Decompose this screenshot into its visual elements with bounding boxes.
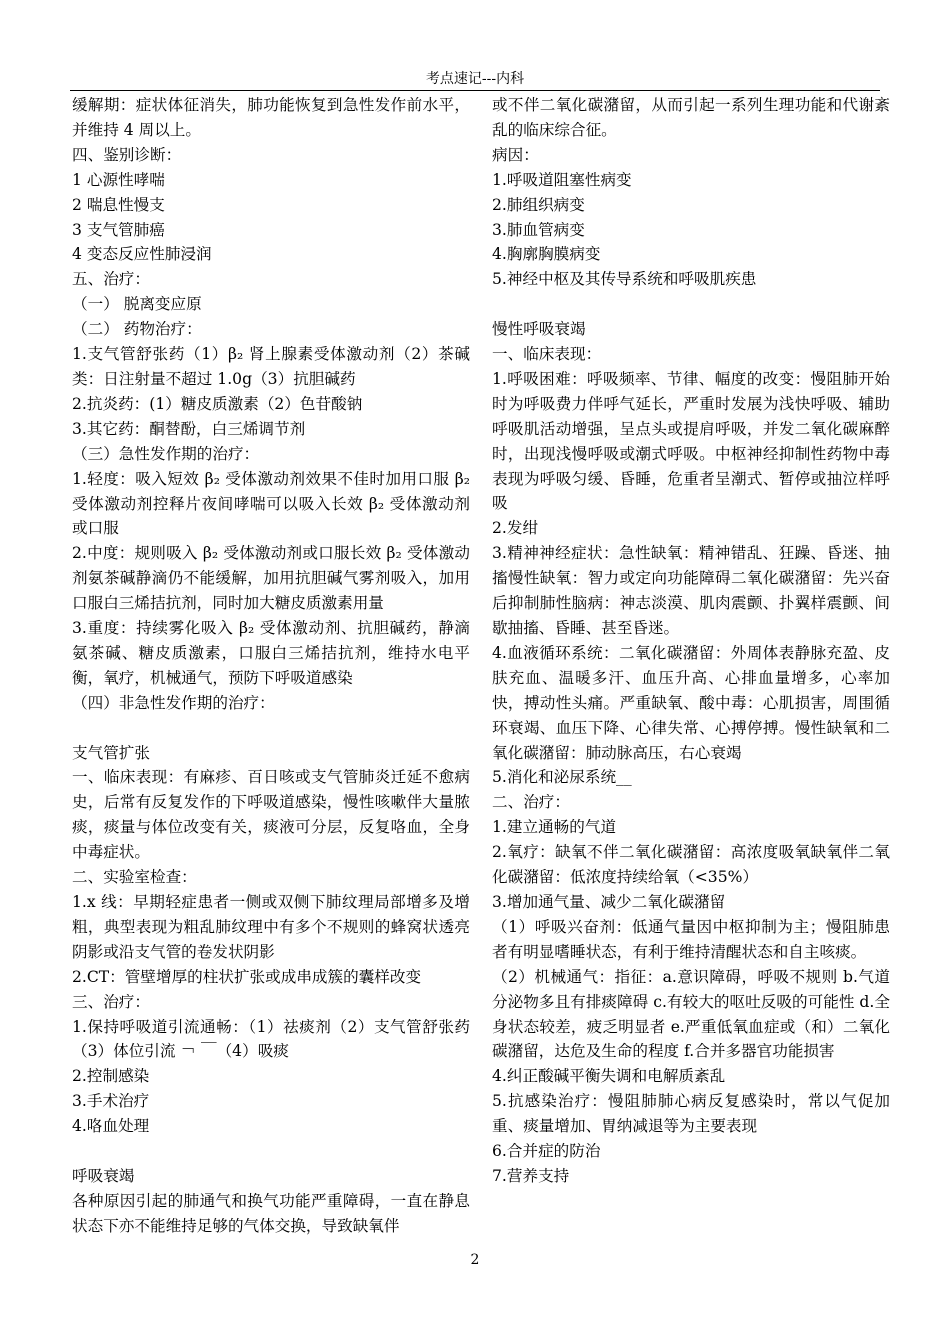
text-paragraph: （三）急性发作期的治疗： (72, 444, 260, 463)
text-paragraph: 三、治疗： (72, 992, 150, 1011)
text-paragraph: 3.重度：持续雾化吸入 β₂ 受体激动剂、抗胆碱药，静滴氨茶碱、糖皮质激素，口服白三烯拮抗剂，维持水电平衡，氧疗，机械通气，预防下呼吸道感染 (72, 619, 470, 687)
left-column (72, 93, 470, 1239)
text-paragraph: 一、临床表现： (492, 345, 602, 364)
text-paragraph: 3 支气管肺癌 (72, 220, 165, 239)
text-paragraph: 2.控制感染 (72, 1067, 150, 1086)
page-header: 考点速记---内科 (425, 71, 525, 87)
text-paragraph: 3.其它药：酮替酚，白三烯调节剂 (72, 419, 306, 438)
blank-line (72, 1139, 470, 1164)
text-paragraph: 1 心源性哮喘 (72, 170, 165, 189)
text-paragraph: 1.支气管舒张药（1）β₂ 肾上腺素受体激动剂（2）茶碱类：日注射量不超过 1.0g（3）抗胆碱药 (72, 345, 470, 388)
text-paragraph: 4.纠正酸碱平衡失调和电解质紊乱 (492, 1067, 726, 1086)
text-paragraph: （1）呼吸兴奋剂：低通气量因中枢抑制为主；慢阻肺患者有明显嗜睡状态，有利于维持清醒状态和自主咳痰。 (492, 917, 890, 961)
text-paragraph: 各种原因引起的肺通气和换气功能严重障碍，一直在静息状态下亦不能维持足够的气体交换，导致缺氧伴 (72, 1191, 470, 1235)
text-paragraph: 或不伴二氧化碳潴留，从而引起一系列生理功能和代谢紊乱的临床综合征。 (492, 96, 890, 139)
text-paragraph: 5.消化和泌尿系统__ (492, 768, 632, 787)
text-paragraph: 5.神经中枢及其传导系统和呼吸肌疾患 (492, 270, 757, 289)
text-paragraph: 二、治疗： (492, 793, 570, 812)
text-paragraph: 一、临床表现：有麻疹、百日咳或支气管肺炎迁延不愈病史，后常有反复发作的下呼吸道感染，慢性咳嗽伴大量脓痰，痰量与体位改变有关，痰液可分层，反复咯血，全身中毒症状。 (72, 768, 470, 862)
text-paragraph: 慢性呼吸衰竭 (492, 320, 586, 339)
right-column (492, 93, 890, 1189)
text-paragraph: 病因： (492, 145, 539, 164)
text-paragraph: 五、治疗： (72, 270, 150, 289)
text-paragraph: （二） 药物治疗： (72, 320, 202, 339)
blank-line (72, 716, 470, 741)
text-paragraph: 2.发绀 (492, 519, 539, 538)
text-paragraph: 7.营养支持 (492, 1166, 570, 1185)
text-paragraph: 1.轻度：吸入短效 β₂ 受体激动剂效果不佳时加用口服 β₂ 受体激动剂控释片夜间哮喘可以吸入长效 β₂ 受体激动剂或口服 (72, 469, 470, 538)
header-rule (70, 90, 880, 91)
text-paragraph: 呼吸衰竭 (72, 1166, 135, 1185)
text-paragraph: （一） 脱离变应原 (72, 295, 202, 314)
text-paragraph: 5.抗感染治疗：慢阻肺肺心病反复感染时，常以气促加重、痰量增加、胃纳减退等为主要表现 (492, 1092, 890, 1136)
page-number: 2 (470, 1252, 480, 1268)
text-paragraph: 4.胸廓胸膜病变 (492, 245, 601, 264)
text-paragraph: 2.抗炎药：(1）糖皮质激素（2）色苷酸钠 (72, 394, 363, 413)
text-paragraph: 2.CT：管壁增厚的柱状扩张或成串成簇的囊样改变 (72, 967, 422, 986)
text-paragraph: 3.增加通气量、减少二氧化碳潴留 (492, 892, 726, 911)
text-paragraph: 1.x 线：早期轻症患者一侧或双侧下肺纹理局部增多及增粗，典型表现为粗乱肺纹理中有多个不规则的蜂窝状透亮阴影或沿支气管的卷发状阴影 (72, 892, 470, 961)
text-paragraph: 1.保持呼吸道引流通畅：（1）祛痰剂（2）支气管舒张药（3）体位引流 ￢ ￣（4）吸痰 (72, 1017, 470, 1061)
text-paragraph: 2 喘息性慢支 (72, 195, 165, 214)
text-paragraph: 2.中度：规则吸入 β₂ 受体激动剂或口服长效 β₂ 受体激动剂氨茶碱静滴仍不能缓解，加用抗胆碱气雾剂吸入，加用口服白三烯拮抗剂，同时加大糖皮质激素用量 (72, 544, 470, 613)
text-paragraph: 2.氧疗：缺氧不伴二氧化碳潴留：高浓度吸氧缺氧伴二氧化碳潴留：低浓度持续给氧（<35%） (492, 843, 890, 887)
text-paragraph: （2）机械通气：指征：a.意识障碍，呼吸不规则 b.气道分泌物多且有排痰障碍 c.有较大的呕吐反吸的可能性 d.全身状态较差，疲乏明显者 e.严重低氧血症或（和）二氧化碳潴留，达危及生命的程度 f.合并多器官功能损害 (492, 967, 890, 1061)
text-paragraph: 1.呼吸困难：呼吸频率、节律、幅度的改变：慢阻肺开始时为呼吸费力伴呼气延长，严重时发展为浅快呼吸、辅助呼吸肌活动增强，呈点头或提肩呼吸，并发二氧化碳麻醉时，出现浅慢呼吸或潮式呼吸。中枢神经抑制性药物中毒表现为呼吸匀缓、昏睡，危重者呈潮式、暂停或抽泣样呼吸 (492, 369, 890, 513)
text-paragraph: 4 变态反应性肺浸润 (72, 245, 212, 264)
text-paragraph: 3.精神神经症状：急性缺氧：精神错乱、狂躁、昏迷、抽搐慢性缺氧：智力或定向功能障碍二氧化碳潴留：先兴奋后抑制肺性脑病：神志淡漠、肌肉震颤、扑翼样震颤、间歇抽搐、昏睡、甚至昏迷。 (492, 544, 890, 638)
text-paragraph: 3.手术治疗 (72, 1092, 150, 1111)
text-paragraph: 1.建立通畅的气道 (492, 818, 617, 837)
text-paragraph: （四）非急性发作期的治疗： (72, 693, 275, 712)
text-paragraph: 四、鉴别诊断： (72, 145, 182, 164)
text-paragraph: 4.咯血处理 (72, 1117, 150, 1136)
text-paragraph: 缓解期：症状体征消失，肺功能恢复到急性发作前水平，并维持 4 周以上。 (72, 96, 470, 139)
text-paragraph: 2.肺组织病变 (492, 195, 585, 214)
text-paragraph: 3.肺血管病变 (492, 220, 585, 239)
blank-line (492, 292, 890, 317)
text-paragraph: 4.血液循环系统：二氧化碳潴留：外周体表静脉充盈、皮肤充血、温暖多汗、血压升高、心排血量增多，心率加快，搏动性头痛。严重缺氧、酸中毒：心肌损害，周围循环衰竭、血压下降、心律失常、心搏停搏。慢性缺氧和二氧化碳潴留：肺动脉高压，右心衰竭 (492, 643, 890, 762)
text-paragraph: 6.合并症的防治 (492, 1142, 601, 1161)
text-paragraph: 1.呼吸道阻塞性病变 (492, 170, 632, 189)
text-paragraph: 二、实验室检查： (72, 868, 197, 887)
text-paragraph: 支气管扩张 (72, 743, 150, 762)
